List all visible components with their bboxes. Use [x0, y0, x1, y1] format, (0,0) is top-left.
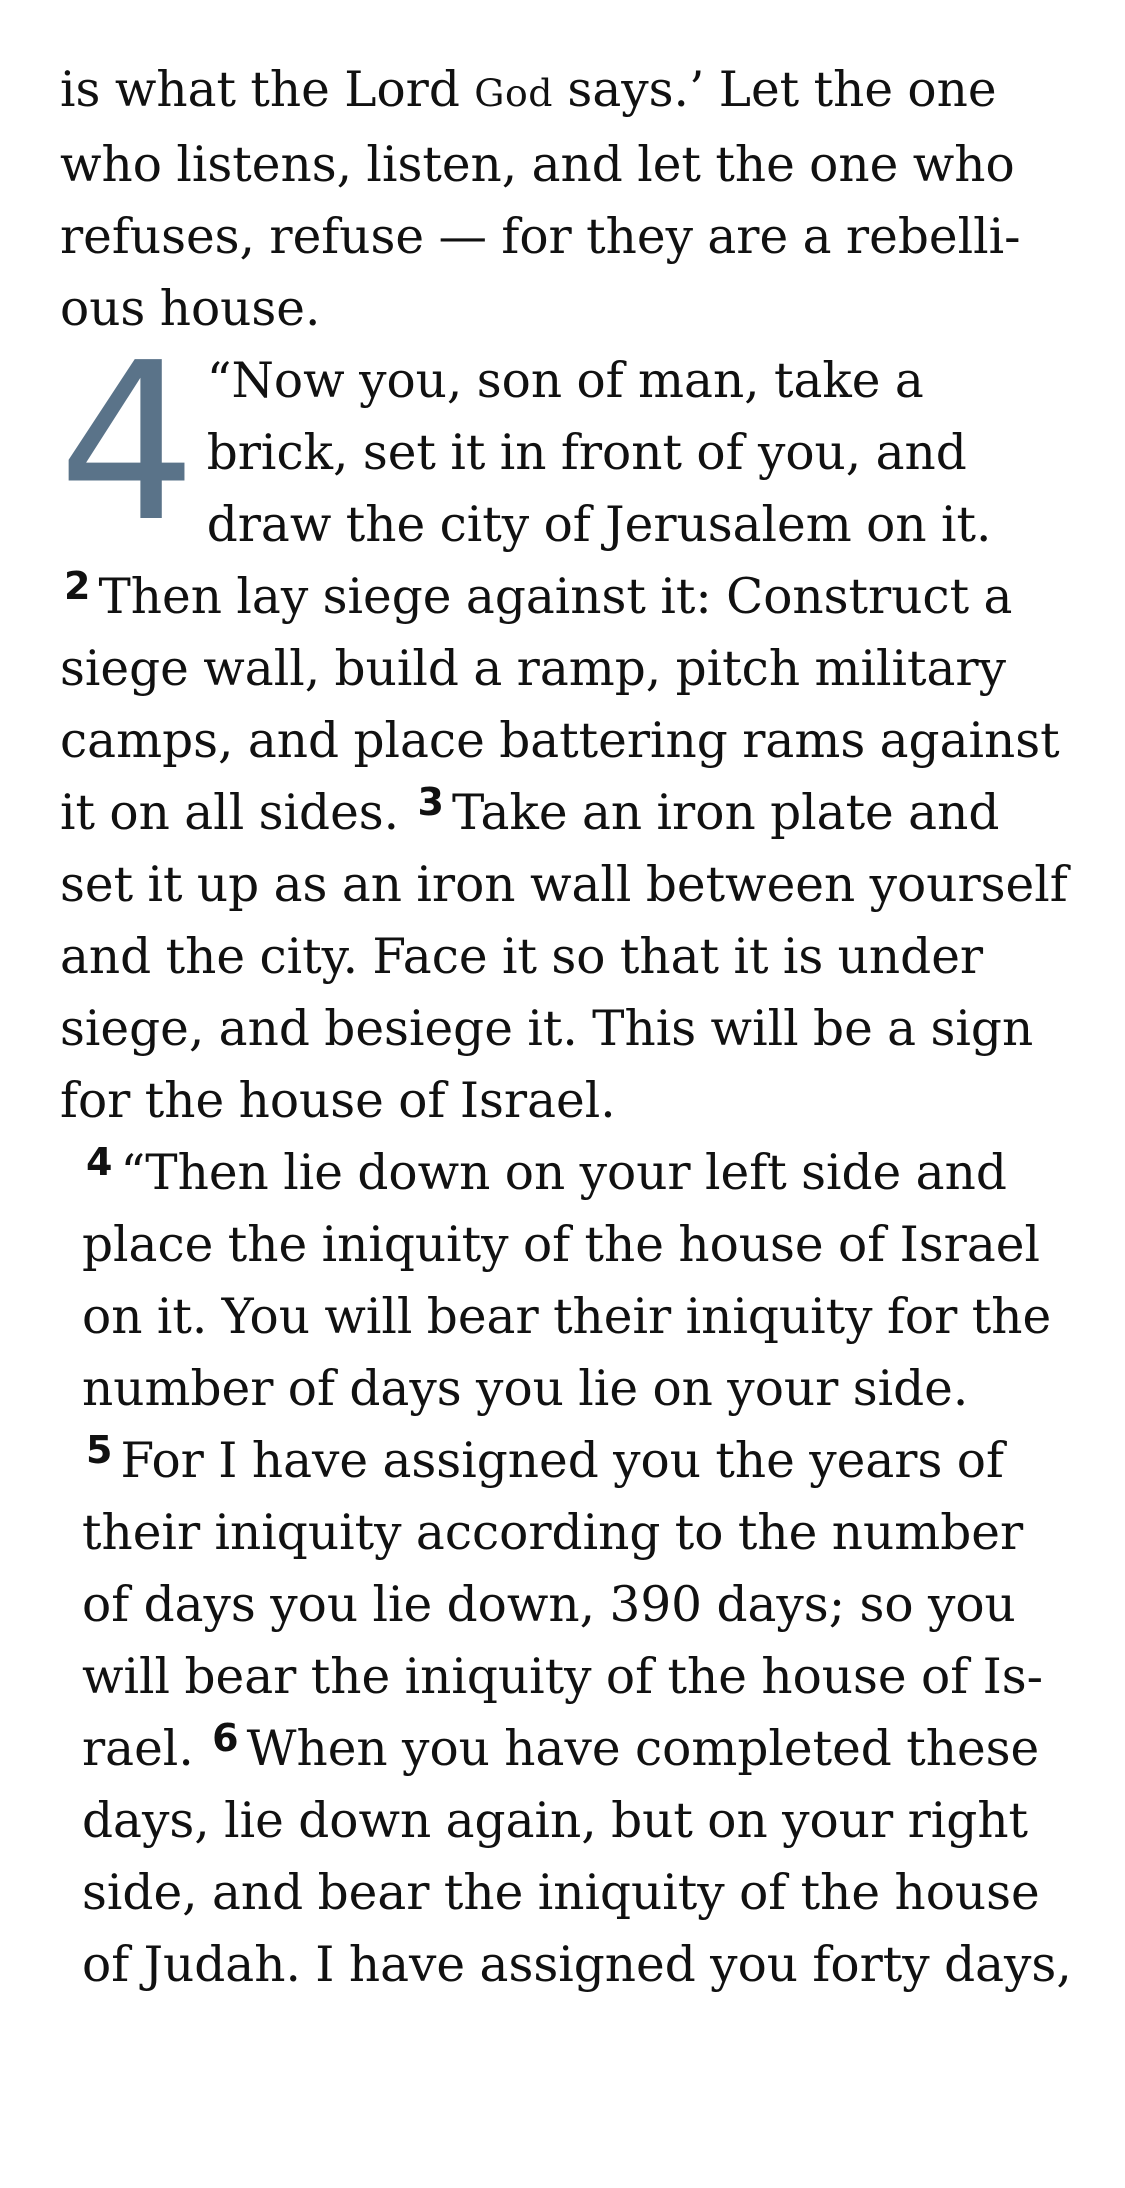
paragraph-verse-4 — [60, 1137, 1077, 2001]
verse-text-1: “Now you, son of man, take a brick, set it in front of you, and draw the city of Jerusalem on it. — [206, 353, 992, 553]
paragraph-text: says.’ Let the one who listens, listen, and let the one who refuses, refuse — for they are a rebellious house. — [60, 62, 1021, 337]
verse-text-2: Then lay siege against it: Construct a siege wall, build a ramp, pitch military camps, and place battering rams against it on all sides. — [60, 569, 1060, 841]
verse-number-3[interactable]: 3 — [417, 780, 444, 824]
verse-number-2[interactable]: 2 — [64, 564, 91, 608]
divine-name-small-caps: God — [474, 71, 554, 115]
verse-text-6: When you have completed these days, lie down again, but on your right side, and bear the iniquity of the house of Judah. I have assigned you forty days, — [82, 1721, 1072, 1993]
verse-number-4[interactable]: 4 — [86, 1140, 113, 1184]
verse-text-3: Take an iron plate and set it up as an iron wall between yourself and the city. Face it so that it is under siege, and besiege it. This will be a sign for the house of Israel. — [60, 785, 1068, 1129]
paragraph-chapter-4 — [58, 317, 1077, 1137]
chapter-number: 4 — [58, 317, 197, 570]
verse-number-6[interactable]: 6 — [212, 1716, 239, 1760]
verse-number-5[interactable]: 5 — [86, 1428, 113, 1472]
verse-text-5: For I have assigned you the years of their iniquity according to the number of days you lie down, 390 days; so you will bear the iniquity of the house of Israel. — [82, 1433, 1044, 1777]
verse-text-4: “Then lie down on your left side and place the iniquity of the house of Israel on it. You will bear their iniquity for the number of days you lie on your side. — [82, 1145, 1052, 1417]
paragraph-text: is what the Lord — [60, 62, 475, 118]
paragraph-intro — [60, 54, 1077, 345]
